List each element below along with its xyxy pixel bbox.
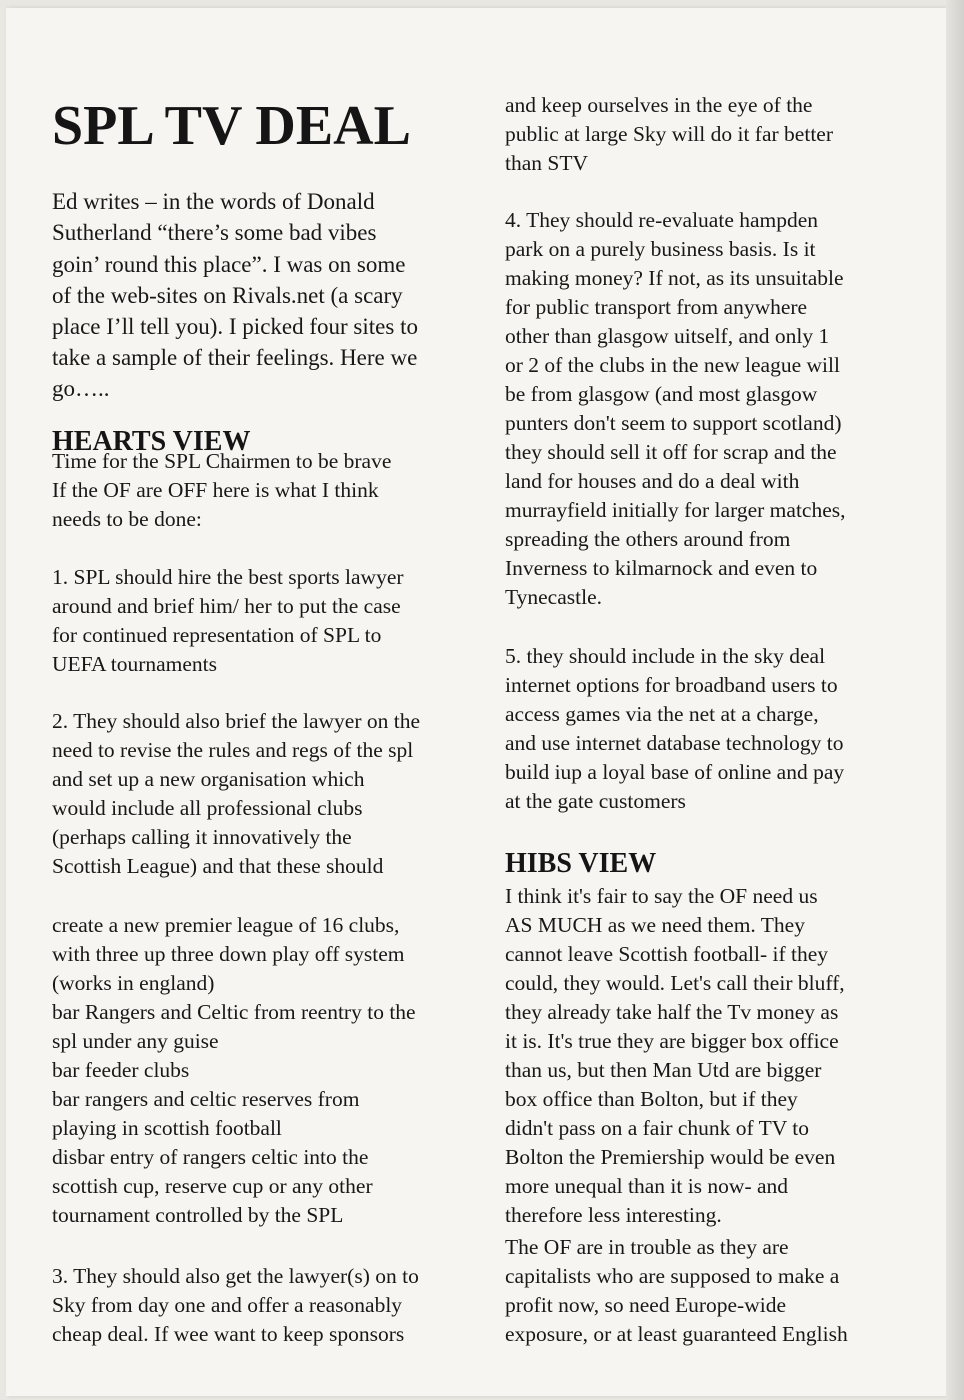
body-line: internet options for broadband users to (505, 673, 838, 697)
body-line: If the OF are OFF here is what I think (52, 478, 379, 502)
article-title: SPL TV DEAL (52, 95, 411, 157)
body-line: box office than Bolton, but if they (505, 1087, 798, 1111)
body-line: punters don't seem to support scotland) (505, 411, 842, 435)
body-line: playing in scottish football (52, 1116, 282, 1140)
body-line: Time for the SPL Chairmen to be brave (52, 449, 392, 473)
body-line: (works in england) (52, 971, 215, 995)
body-line: capitalists who are supposed to make a (505, 1264, 840, 1288)
body-line: at the gate customers (505, 789, 686, 813)
body-line: needs to be done: (52, 507, 202, 531)
body-line: Scottish League) and that these should (52, 854, 384, 878)
body-line: 5. they should include in the sky deal (505, 644, 826, 668)
body-line: 4. They should re-evaluate hampden (505, 208, 819, 232)
body-line: I think it's fair to say the OF need us (505, 884, 818, 908)
body-line: bar rangers and celtic reserves from (52, 1087, 360, 1111)
body-line: build iup a loyal base of online and pay (505, 760, 845, 784)
body-line: bar Rangers and Celtic from reentry to the (52, 1000, 416, 1024)
body-line: access games via the net at a charge, (505, 702, 819, 726)
body-line: cheap deal. If wee want to keep sponsors (52, 1322, 405, 1346)
body-line: spl under any guise (52, 1029, 219, 1053)
body-line: Tynecastle. (505, 585, 602, 609)
body-line: murrayfield initially for larger matches, (505, 498, 846, 522)
body-line: land for houses and do a deal with (505, 469, 800, 493)
body-line: would include all professional clubs (52, 796, 363, 820)
body-line: 1. SPL should hire the best sports lawyer (52, 565, 404, 589)
body-line: around and brief him/ her to put the case (52, 594, 401, 618)
body-line: and keep ourselves in the eye of the (505, 93, 813, 117)
body-line: park on a purely business basis. Is it (505, 237, 816, 261)
body-line: for continued representation of SPL to (52, 623, 382, 647)
body-line: making money? If not, as its unsuitable (505, 266, 844, 290)
body-line: The OF are in trouble as they are (505, 1235, 789, 1259)
body-line: profit now, so need Europe-wide (505, 1293, 787, 1317)
intro-line: place I’ll tell you). I picked four sites to (52, 314, 418, 339)
body-line: therefore less interesting. (505, 1203, 722, 1227)
intro-line: Sutherland “there’s some bad vibes (52, 220, 377, 245)
body-line: could, they would. Let's call their bluff, (505, 971, 845, 995)
body-line: Bolton the Premiership would be even (505, 1145, 836, 1169)
hearts-view-heading: HEARTS VIEW (52, 426, 251, 457)
body-line: tournament controlled by the SPL (52, 1203, 344, 1227)
body-line: with three up three down play off system (52, 942, 405, 966)
body-line: other than glasgow uitself, and only 1 (505, 324, 830, 348)
body-line: 3. They should also get the lawyer(s) on to (52, 1264, 419, 1288)
intro-line: take a sample of their feelings. Here we (52, 345, 418, 370)
body-line: didn't pass on a fair chunk of TV to (505, 1116, 810, 1140)
body-line: 2. They should also brief the lawyer on the (52, 709, 420, 733)
body-line: Sky from day one and offer a reasonably (52, 1293, 403, 1317)
body-line: need to revise the rules and regs of the spl (52, 738, 414, 762)
body-line: for public transport from anywhere (505, 295, 808, 319)
body-line: cannot leave Scottish football- if they (505, 942, 829, 966)
body-line: more unequal than it is now- and (505, 1174, 789, 1198)
body-line: it is. It's true they are bigger box office (505, 1029, 839, 1053)
body-line: bar feeder clubs (52, 1058, 190, 1082)
body-line: and set up a new organisation which (52, 767, 365, 791)
body-line: disbar entry of rangers celtic into the (52, 1145, 369, 1169)
body-line: they should sell it off for scrap and the (505, 440, 837, 464)
intro-line: Ed writes – in the words of Donald (52, 189, 375, 214)
hibs-view-heading: HIBS VIEW (505, 848, 657, 879)
body-line: Inverness to kilmarnock and even to (505, 556, 818, 580)
body-line: public at large Sky will do it far better (505, 122, 833, 146)
body-line: exposure, or at least guaranteed English (505, 1322, 848, 1346)
body-line: AS MUCH as we need them. They (505, 913, 805, 937)
intro-line: of the web-sites on Rivals.net (a scary (52, 283, 403, 308)
body-line: than us, but then Man Utd are bigger (505, 1058, 822, 1082)
intro-line: go….. (52, 376, 110, 401)
intro-line: goin’ round this place”. I was on some (52, 252, 406, 277)
body-line: be from glasgow (and most glasgow (505, 382, 818, 406)
body-line: they already take half the Tv money as (505, 1000, 839, 1024)
body-line: (perhaps calling it innovatively the (52, 825, 352, 849)
body-line: or 2 of the clubs in the new league will (505, 353, 840, 377)
page-edge (946, 0, 964, 1400)
body-line: and use internet database technology to (505, 731, 844, 755)
body-line: than STV (505, 151, 589, 175)
body-line: UEFA tournaments (52, 652, 218, 676)
body-line: spreading the others around from (505, 527, 791, 551)
body-line: scottish cup, reserve cup or any other (52, 1174, 373, 1198)
body-line: create a new premier league of 16 clubs, (52, 913, 400, 937)
